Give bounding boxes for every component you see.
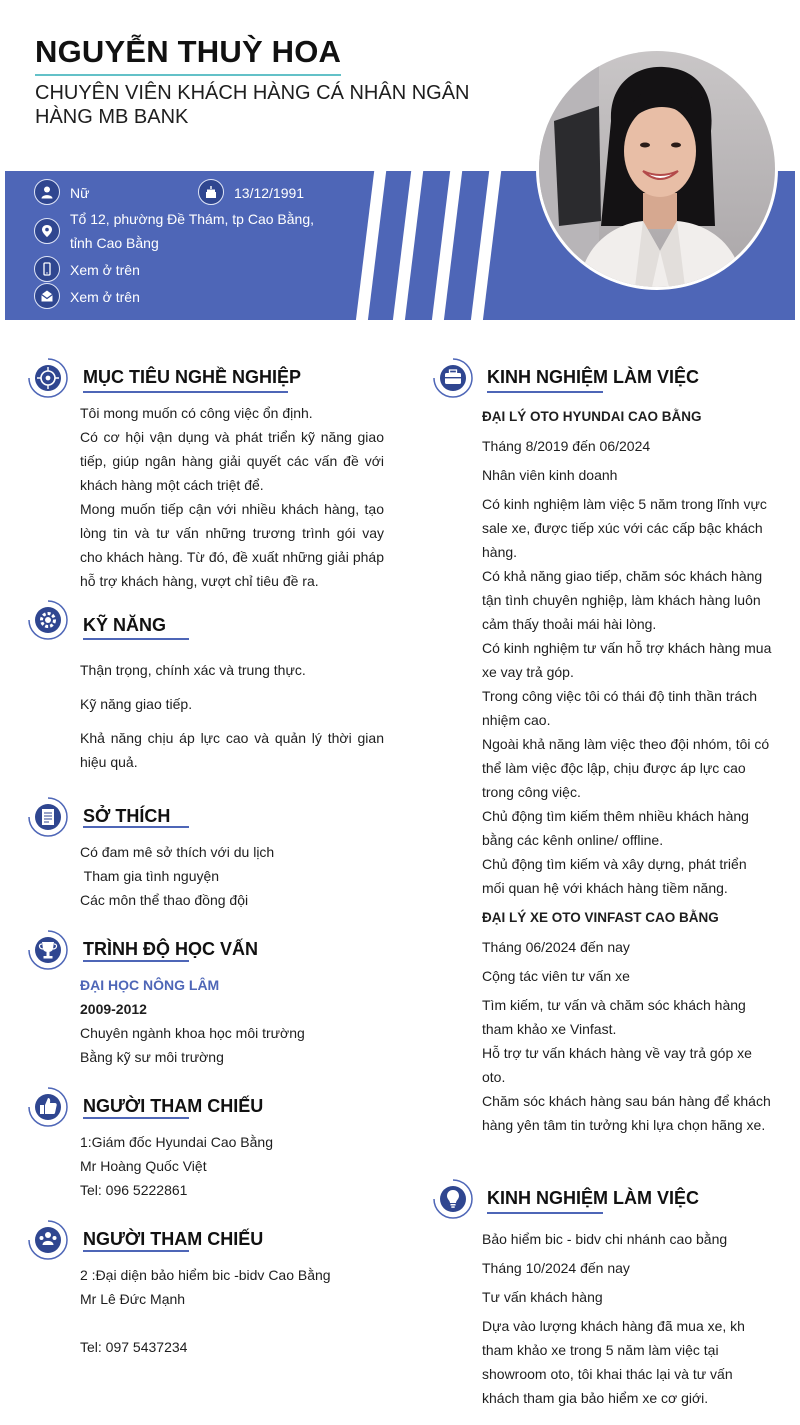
hobby-item: Các môn thể thao đồng đội bbox=[80, 892, 249, 908]
phone-icon bbox=[34, 256, 60, 282]
name-underline bbox=[35, 74, 341, 76]
reference-1-details bbox=[80, 1130, 384, 1202]
job-detail: Trong công việc tôi có thái độ tinh thần trách nhiệm cao. bbox=[482, 688, 757, 728]
objective-paragraph: Tôi mong muốn có công việc ổn định. bbox=[80, 405, 313, 421]
education-school: ĐẠI HỌC NÔNG LÂM bbox=[80, 977, 220, 993]
job-role: Cộng tác viên tư vấn xe bbox=[482, 968, 630, 984]
job-detail: Dựa vào lượng khách hàng đã mua xe, kh tham khảo xe trong 5 năm làm việc tại showroom oto, tôi khai thác lại và tư vấn khách tham gia bảo hiểm xe cơ giới. bbox=[482, 1318, 745, 1406]
band-stripe bbox=[355, 171, 388, 320]
section-underline bbox=[83, 960, 189, 962]
experience-2-title: KINH NGHIỆM LÀM VIỆC bbox=[487, 1188, 700, 1208]
contact-birthday: 13/12/1991 bbox=[234, 185, 305, 201]
career-objective-title: MỤC TIÊU NGHỀ NGHIỆP bbox=[83, 367, 302, 387]
reference-phone: Tel: 096 5222861 bbox=[80, 1182, 188, 1198]
skill-item: Khả năng chịu áp lực cao và quản lý thời gian hiệu quả. bbox=[80, 730, 384, 770]
job-title: CHUYÊN VIÊN KHÁCH HÀNG CÁ NHÂN NGÂN HÀNG MB BANK bbox=[35, 82, 470, 128]
gear-icon bbox=[28, 600, 68, 640]
job-period: Tháng 10/2024 đến nay bbox=[482, 1260, 630, 1276]
section-underline bbox=[487, 391, 603, 393]
location-pin-icon bbox=[34, 218, 60, 244]
job-period: Tháng 06/2024 đến nay bbox=[482, 939, 630, 955]
job-company: Bảo hiểm bic - bidv chi nhánh cao bằng bbox=[482, 1231, 728, 1247]
section-underline bbox=[83, 826, 189, 828]
job-detail: Chủ động tìm kiếm và xây dựng, phát triển mối quan hệ với khách hàng tiềm năng. bbox=[482, 856, 747, 896]
objective-paragraph: Mong muốn tiếp cận với nhiều khách hàng, tạo lòng tin và tư vấn những trương trình gói vay cho khách hàng. Từ đó, đề xuất những giải pháp hỗ trợ khách hàng, vượt chỉ tiêu đề ra. bbox=[80, 501, 384, 589]
target-icon bbox=[28, 358, 68, 398]
hobby-item: Có đam mê sở thích với du lịch bbox=[80, 844, 275, 860]
hobbies-title: SỞ THÍCH bbox=[83, 806, 171, 826]
reference-2-details bbox=[80, 1263, 384, 1359]
contact-phone: Xem ở trên bbox=[70, 262, 140, 278]
skills-title: KỸ NĂNG bbox=[83, 615, 167, 635]
job-period: Tháng 8/2019 đến 06/2024 bbox=[482, 438, 651, 454]
education-title: TRÌNH ĐỘ HỌC VẤN bbox=[83, 939, 258, 959]
section-underline bbox=[487, 1212, 603, 1214]
job-detail: Ngoài khả năng làm việc theo đội nhóm, tôi có thể làm việc độc lập, chịu được áp lực cao trong công việc. bbox=[482, 736, 770, 800]
lightbulb-icon bbox=[433, 1179, 473, 1219]
job-detail: Có khả năng giao tiếp, chăm sóc khách hàng tận tình chuyên nghiệp, làm khách hàng luôn cảm thấy thoải mái hài lòng. bbox=[482, 568, 763, 632]
objective-paragraph: Có cơ hội vận dụng và phát triển kỹ năng giao tiếp, giúp ngân hàng giải quyết các vấn đề với khách hàng một cách triệt để. bbox=[80, 429, 384, 493]
job-detail: Có kinh nghiệm tư vấn hỗ trợ khách hàng mua xe vay trả góp. bbox=[482, 640, 772, 680]
experience-1-title: KINH NGHIỆM LÀM VIỆC bbox=[487, 367, 700, 387]
trophy-icon bbox=[28, 930, 68, 970]
job-role: Nhân viên kinh doanh bbox=[482, 467, 618, 483]
experience-2-body bbox=[482, 1227, 772, 1410]
reference-position: 1:Giám đốc Hyundai Cao Bằng bbox=[80, 1134, 273, 1150]
experience-1-body bbox=[482, 405, 772, 1137]
contact-email: Xem ở trên bbox=[70, 289, 140, 305]
group-icon bbox=[28, 1220, 68, 1260]
contact-gender: Nữ bbox=[70, 185, 90, 201]
skill-item: Kỹ năng giao tiếp. bbox=[80, 696, 193, 712]
job-detail: Hỗ trợ tư vấn khách hàng về vay trả góp xe oto. bbox=[482, 1045, 752, 1085]
job-detail: Có kinh nghiệm làm việc 5 năm trong lĩnh vực sale xe, được tiếp xúc với các cấp bậc khách hàng. bbox=[482, 496, 767, 560]
document-icon bbox=[28, 797, 68, 837]
band-stripe bbox=[431, 171, 464, 320]
avatar-frame bbox=[536, 48, 778, 290]
job-detail: Tìm kiếm, tư vấn và chăm sóc khách hàng tham khảo xe Vinfast. bbox=[482, 997, 746, 1037]
candidate-name: NGUYỄN THUỲ HOA bbox=[35, 34, 342, 69]
job-detail: Chủ động tìm kiếm thêm nhiều khách hàng bằng các kênh online/ offline. bbox=[482, 808, 749, 848]
job-detail: Chăm sóc khách hàng sau bán hàng để khách hàng yên tâm tin tưởng khi lựa chọn hãng xe. bbox=[482, 1093, 771, 1133]
education-degree: Bằng kỹ sư môi trường bbox=[80, 1049, 224, 1065]
section-underline bbox=[83, 1117, 189, 1119]
briefcase-icon bbox=[433, 358, 473, 398]
career-objective-body bbox=[80, 401, 384, 593]
job-company: ĐẠI LÝ XE OTO VINFAST CAO BẰNG bbox=[482, 910, 719, 925]
skill-item: Thận trọng, chính xác và trung thực. bbox=[80, 662, 306, 678]
reference-1-title: NGƯỜI THAM CHIẾU bbox=[83, 1096, 264, 1116]
education-details bbox=[80, 973, 384, 1069]
reference-name: Mr Hoàng Quốc Việt bbox=[80, 1158, 207, 1174]
reference-phone: Tel: 097 5437234 bbox=[80, 1339, 188, 1355]
hobbies-list bbox=[80, 840, 384, 912]
reference-name: Mr Lê Đức Mạnh bbox=[80, 1291, 186, 1307]
cake-icon bbox=[198, 179, 224, 205]
thumbs-up-icon bbox=[28, 1087, 68, 1127]
skills-list bbox=[80, 658, 384, 774]
contact-address: Tổ 12, phường Đề Thám, tp Cao Bằng, tỉnh Cao Bằng bbox=[70, 211, 314, 251]
hobby-item: Tham gia tình nguyện bbox=[80, 868, 220, 884]
avatar bbox=[539, 51, 775, 287]
section-underline bbox=[83, 1250, 189, 1252]
education-years: 2009-2012 bbox=[80, 1001, 147, 1017]
section-underline bbox=[83, 638, 189, 640]
education-major: Chuyên ngành khoa học môi trường bbox=[80, 1025, 305, 1041]
section-underline bbox=[83, 391, 288, 393]
job-company: ĐẠI LÝ OTO HYUNDAI CAO BẰNG bbox=[482, 409, 702, 424]
band-stripe bbox=[392, 171, 425, 320]
job-role: Tư vấn khách hàng bbox=[482, 1289, 603, 1305]
reference-position: 2 :Đại diện bảo hiểm bic -bidv Cao Bằng bbox=[80, 1267, 331, 1283]
band-stripe bbox=[470, 171, 503, 320]
user-icon bbox=[34, 179, 60, 205]
email-icon bbox=[34, 283, 60, 309]
reference-2-title: NGƯỜI THAM CHIẾU bbox=[83, 1229, 264, 1249]
